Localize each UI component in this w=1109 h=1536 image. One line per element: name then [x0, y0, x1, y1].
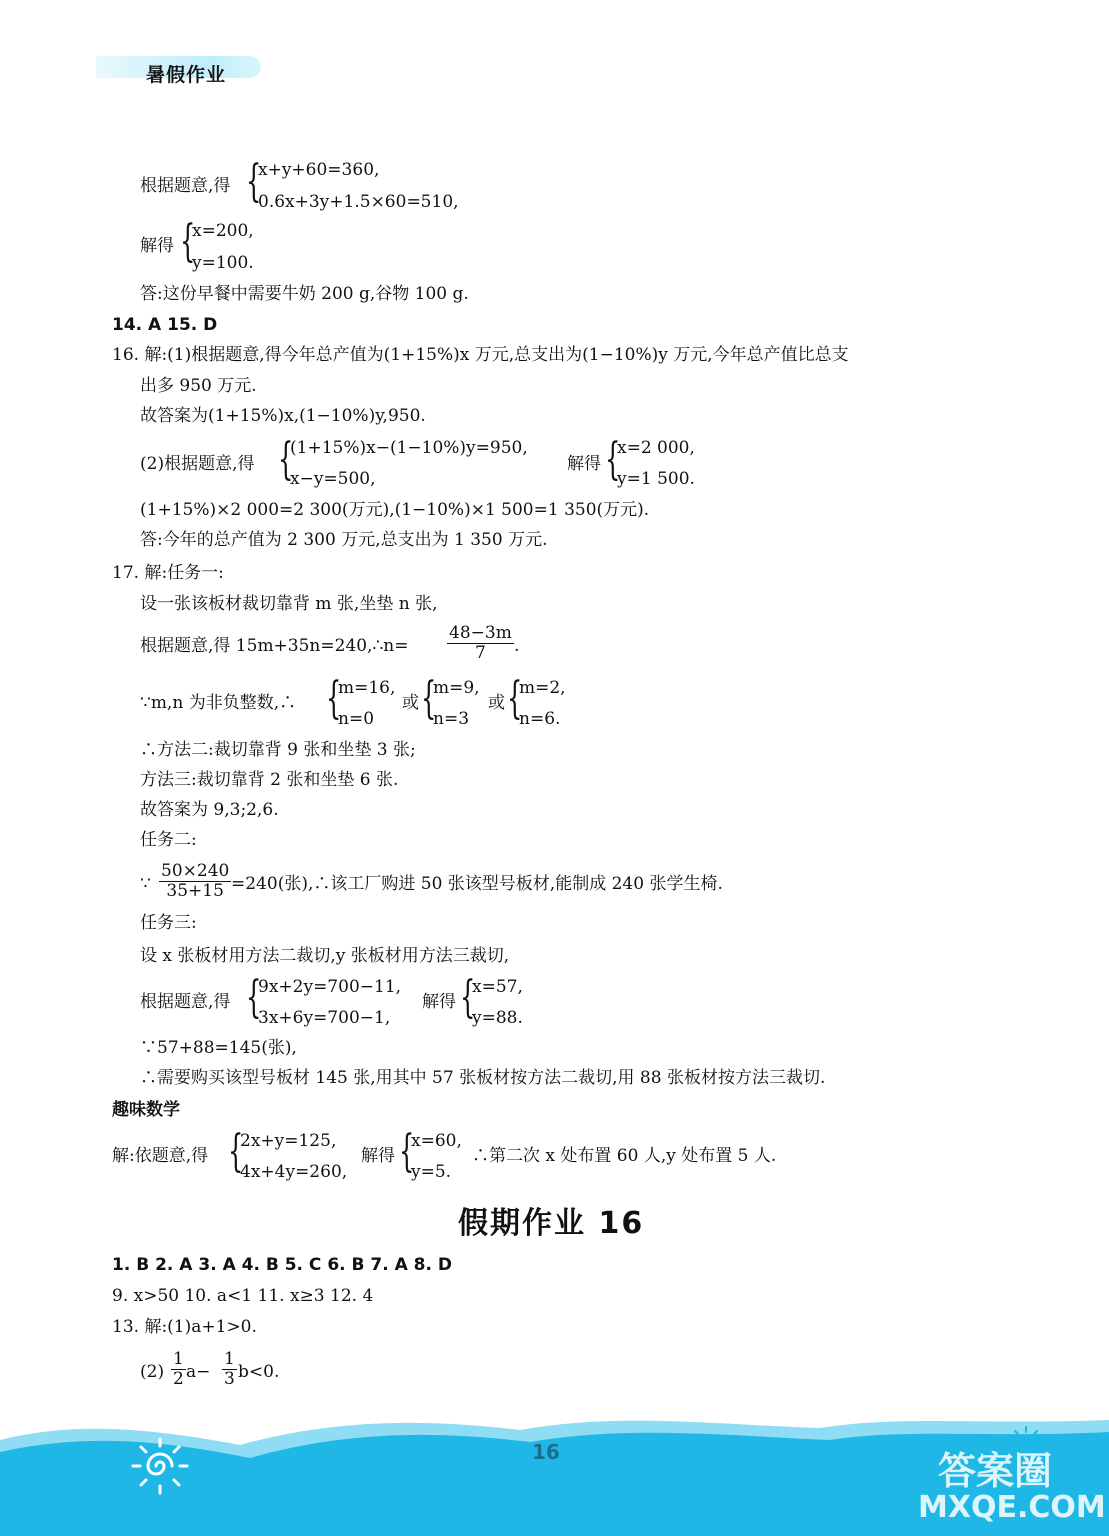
s17-task3-line4: ∴需要购买该型号板材 145 张,用其中 57 张板材按方法二裁切,用 88 张板材按方法三裁切.	[140, 1068, 826, 1088]
s17-fraction-n-numerator: 48−3m	[449, 623, 512, 643]
hw16-q13-fraction1-numerator: 1	[173, 1349, 184, 1369]
fun-prefix: 解:依题意,得	[112, 1146, 209, 1166]
s13-sol-brace: {	[180, 216, 196, 267]
hw16-fill-blanks: 9. x>50 10. a<1 11. x≥3 12. 4	[112, 1286, 374, 1306]
s16-p2-sol1: x=2 000,	[617, 438, 695, 458]
s16-calc: (1+15%)×2 000=2 300(万元),(1−10%)×1 500=1 350(万元).	[140, 500, 650, 520]
hw16-q13-end: b<0.	[238, 1362, 280, 1382]
s13-sol2: y=100.	[192, 253, 254, 273]
s17-line1: 设一张该板材裁切靠背 m 张,坐垫 n 张,	[140, 594, 438, 614]
hw16-q13-fraction1-denominator: 2	[173, 1369, 184, 1389]
fun-sol-brace: {	[399, 1126, 415, 1177]
s16-p2-eq2: x−y=500,	[290, 469, 376, 489]
hw16-title: 假期作业 16	[458, 1206, 645, 1241]
s17-case1b: n=0	[338, 709, 375, 729]
hw16-multiple-choice: 1. B 2. A 3. A 4. B 5. C 6. B 7. A 8. D	[112, 1255, 452, 1275]
s16-line1: 16. 解:(1)根据题意,得今年总产值为(1+15%)x 万元,总支出为(1−10%)y 万元,今年总产值比总支	[112, 345, 849, 365]
s17-task3-brace: {	[246, 972, 262, 1023]
s17-case1a: m=16,	[338, 678, 396, 698]
s17-line6: 故答案为 9,3;2,6.	[140, 800, 279, 820]
s17-task3-sol-prefix: 解得	[422, 992, 456, 1012]
s16-p2-brace: {	[278, 434, 294, 485]
page-number: 16	[532, 1440, 560, 1464]
watermark-url: MXQE.COM	[918, 1490, 1106, 1525]
s16-p2-sol-brace: {	[605, 434, 621, 485]
fun-math-heading: 趣味数学	[112, 1100, 180, 1120]
fun-eq2: 4x+4y=260,	[240, 1162, 348, 1182]
s17-line2-prefix: 根据题意,得 15m+35n=240,∴n=	[140, 636, 409, 656]
s17-case2-brace: {	[421, 673, 437, 724]
hw16-q13-fraction2-numerator: 1	[224, 1349, 235, 1369]
s17-line4: ∴方法二:裁切靠背 9 张和坐垫 3 张;	[140, 740, 416, 760]
s17-fraction-n	[447, 624, 514, 663]
s17-task3-sol1: x=57,	[472, 977, 523, 997]
s17-line2-period: .	[514, 636, 520, 656]
s17-fraction-n-denominator: 7	[474, 643, 486, 663]
s17-case3b: n=6.	[519, 709, 561, 729]
s16-p2-sol-prefix: 解得	[567, 454, 601, 474]
s13-brace: {	[246, 156, 262, 207]
s17-task2-rest: =240(张),∴该工厂购进 50 张该型号板材,能制成 240 张学生椅.	[231, 874, 723, 894]
fun-brace: {	[228, 1126, 244, 1177]
s16-p2-prefix: (2)根据题意,得	[140, 454, 255, 474]
s13-answer: 答:这份早餐中需要牛奶 200 g,谷物 100 g.	[140, 284, 469, 304]
s17-or2: 或	[488, 693, 505, 713]
s17-task3-sol-brace: {	[460, 972, 476, 1023]
s17-task3: 任务三:	[140, 913, 197, 933]
s17-line3-prefix: ∵m,n 为非负整数,∴	[140, 693, 297, 713]
s17-task2-prefix: ∵	[140, 874, 151, 894]
s13-system-prefix: 根据题意,得	[140, 176, 231, 196]
fun-sol-prefix: 解得	[361, 1146, 395, 1166]
s17-task3-line1: 设 x 张板材用方法二裁切,y 张板材用方法三裁切,	[140, 946, 510, 966]
watermark-logo-text: 答案圈	[938, 1449, 1053, 1493]
s17-case1-brace: {	[326, 673, 342, 724]
s16-line2: 出多 950 万元.	[140, 376, 257, 396]
s17-case3-brace: {	[507, 673, 523, 724]
s14-answers: 14. A 15. D	[112, 315, 218, 335]
hw16-q13-part2-prefix: (2)	[140, 1362, 165, 1382]
s17-line5: 方法三:裁切靠背 2 张和坐垫 6 张.	[140, 770, 399, 790]
s17-task3-prefix: 根据题意,得	[140, 992, 231, 1012]
s17-task2: 任务二:	[140, 830, 197, 850]
s17-task3-eq1: 9x+2y=700−11,	[258, 977, 402, 997]
fun-sol1: x=60,	[411, 1131, 462, 1151]
s13-sol1: x=200,	[192, 221, 254, 241]
s13-eq1: x+y+60=360,	[258, 160, 380, 180]
s17-task2-denominator: 35+15	[166, 881, 224, 901]
s17-case2b: n=3	[433, 709, 470, 729]
hw16-q13-fraction2	[222, 1350, 237, 1389]
s17-head: 17. 解:任务一:	[112, 563, 224, 583]
s17-case2a: m=9,	[433, 678, 480, 698]
fun-sol2: y=5.	[411, 1162, 452, 1182]
s16-p2-eq1: (1+15%)x−(1−10%)y=950,	[290, 438, 528, 458]
s16-p2-sol2: y=1 500.	[617, 469, 695, 489]
hw16-q13-part1: 13. 解:(1)a+1>0.	[112, 1317, 257, 1337]
hw16-q13-fraction1	[171, 1350, 186, 1389]
s17-case3a: m=2,	[519, 678, 566, 698]
fun-eq1: 2x+y=125,	[240, 1131, 337, 1151]
hw16-q13-mid: a−	[186, 1362, 211, 1382]
s17-task3-line3: ∵57+88=145(张),	[140, 1038, 297, 1058]
s17-or1: 或	[402, 693, 419, 713]
s17-task3-eq2: 3x+6y=700−1,	[258, 1008, 391, 1028]
s17-task2-fraction	[159, 862, 231, 901]
s17-task2-numerator: 50×240	[161, 861, 230, 881]
s16-answer: 答:今年的总产值为 2 300 万元,总支出为 1 350 万元.	[140, 530, 548, 550]
s13-solution-prefix: 解得	[140, 236, 174, 256]
s17-task3-sol2: y=88.	[472, 1008, 523, 1028]
s13-eq2: 0.6x+3y+1.5×60=510,	[258, 192, 459, 212]
fun-rest: ∴第二次 x 处布置 60 人,y 处布置 5 人.	[472, 1146, 777, 1166]
header-label: 暑假作业	[146, 64, 227, 86]
s16-line3: 故答案为(1+15%)x,(1−10%)y,950.	[140, 406, 426, 426]
hw16-q13-fraction2-denominator: 3	[224, 1369, 235, 1389]
